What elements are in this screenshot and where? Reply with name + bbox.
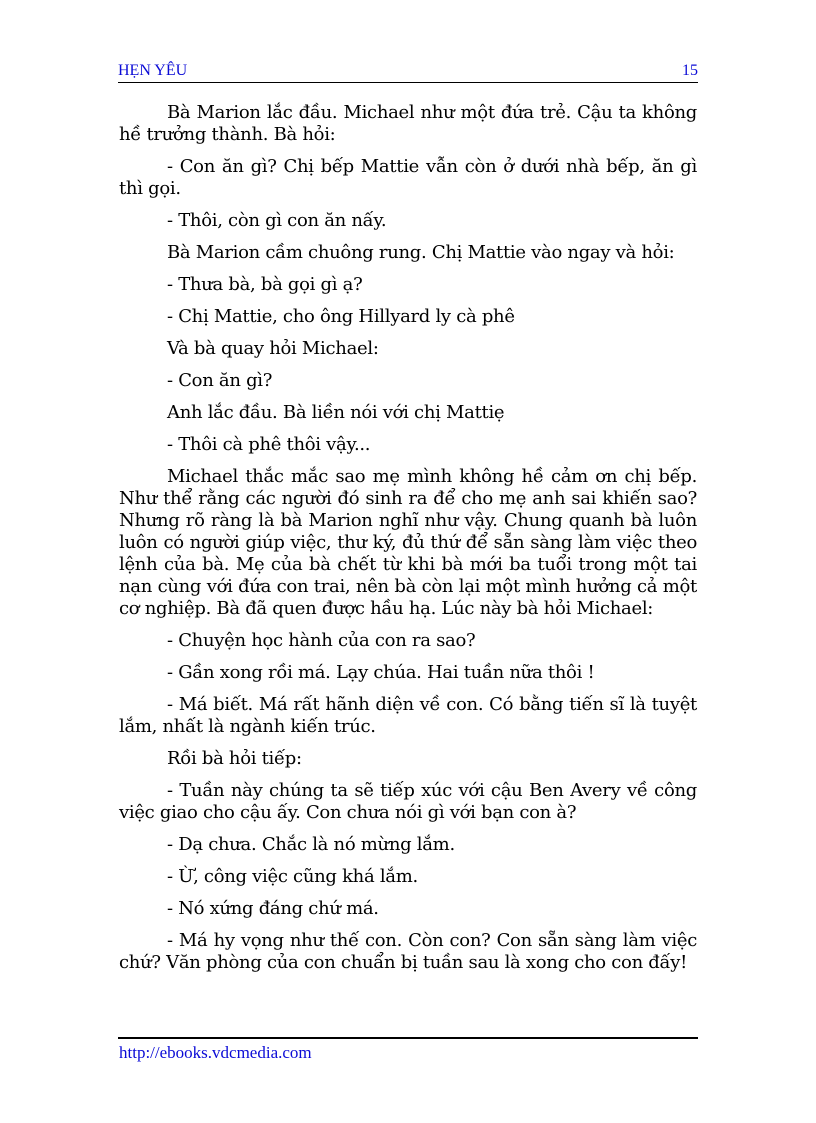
paragraph: Bà Marion lắc đầu. Michael như một đứa trẻ. Cậu ta không hề trưởng thành. Bà hỏi:	[119, 102, 697, 145]
paragraph: - Chuyện học hành của con ra sao?	[167, 630, 476, 651]
paragraph: - Tuần này chúng ta sẽ tiếp xúc với cậu Ben Avery về công việc giao cho cậu ấy. Con chưa nói gì với bạn con à?	[119, 780, 697, 823]
paragraph: - Dạ chưa. Chắc là nó mừng lắm.	[167, 834, 455, 855]
page-header	[118, 62, 698, 83]
paragraph: - Con ăn gì? Chị bếp Mattie vẫn còn ở dưới nhà bếp, ăn gì thì gọi.	[119, 156, 697, 199]
paragraph: - Má hy vọng như thế con. Còn con? Con sẵn sàng làm việc chứ? Văn phòng của con chuẩn bị tuần sau là xong cho con đấy!	[119, 930, 697, 973]
footer-divider	[118, 1037, 698, 1039]
paragraph: Rồi bà hỏi tiếp:	[167, 748, 302, 769]
paragraph: - Thôi cà phê thôi vậy...	[167, 434, 371, 455]
paragraph: - Nó xứng đáng chứ má.	[167, 898, 379, 919]
paragraph: - Thôi, còn gì con ăn nấy.	[167, 210, 387, 231]
paragraph: - Ừ, công việc cũng khá lắm.	[167, 866, 418, 887]
paragraph: Và bà quay hỏi Michael:	[167, 338, 379, 359]
body-text	[119, 102, 697, 984]
paragraph: - Gần xong rồi má. Lạy chúa. Hai tuần nữa thôi !	[167, 662, 595, 683]
paragraph: Bà Marion cầm chuông rung. Chị Mattie vào ngay và hỏi:	[167, 242, 675, 263]
page-number: 15	[682, 62, 698, 79]
book-title: HẸN YÊU	[118, 62, 188, 79]
footer-link[interactable]: http://ebooks.vdcmedia.com	[119, 1043, 312, 1062]
paragraph: - Con ăn gì?	[167, 370, 273, 391]
paragraph: - Thưa bà, bà gọi gì ạ?	[167, 274, 363, 295]
paragraph: Michael thắc mắc sao mẹ mình không hề cảm ơn chị bếp. Như thể rằng các người đó sinh ra để cho mẹ anh sai khiến sao? Nhưng rõ ràng là bà Marion nghĩ như vậy. Chung quanh bà luôn luôn có người giúp việc, thư ký, đủ thứ để sẵn sàng làm việc theo lệnh của bà. Mẹ của bà chết từ khi bà mới ba tuổi trong một tai nạn cùng với đứa con trai, nên bà còn lại một mình hưởng cả một cơ nghiệp. Bà đã quen được hầu hạ. Lúc này bà hỏi Michael:	[119, 466, 697, 619]
paragraph: Anh lắc đầu. Bà liền nói với chị Mattiẹ	[167, 402, 505, 423]
paragraph: - Chị Mattie, cho ông Hillyard ly cà phê	[167, 306, 515, 327]
paragraph: - Má biết. Má rất hãnh diện về con. Có bằng tiến sĩ là tuyệt lắm, nhất là ngành kiến trúc.	[119, 694, 697, 737]
